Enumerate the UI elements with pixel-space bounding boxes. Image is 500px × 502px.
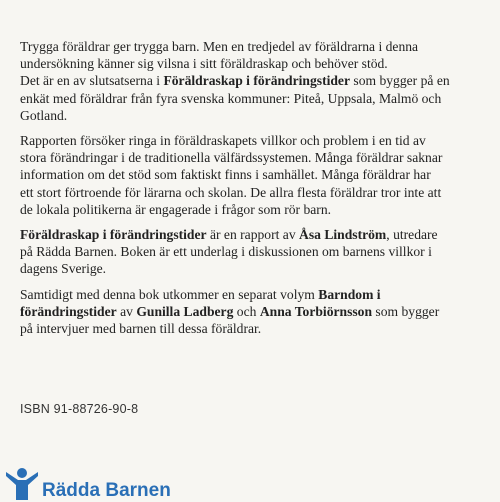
text-run: som bygger på en xyxy=(350,73,450,89)
paragraph xyxy=(20,38,482,124)
text-run: Det är en av slutsatserna i xyxy=(20,73,164,89)
text-run: och xyxy=(233,303,260,319)
logo-text: Rädda Barnen xyxy=(42,480,171,501)
text-line xyxy=(20,260,482,277)
text-line xyxy=(20,38,482,55)
bold-text: Åsa Lindström xyxy=(299,227,387,243)
text-line xyxy=(20,226,482,243)
text-run: , utredare xyxy=(386,227,438,243)
child-figure-icon xyxy=(4,466,40,500)
text-line xyxy=(20,201,482,218)
text-line xyxy=(20,286,482,303)
text-run: Rapporten försöker ringa in föräldraskapets villkor och problem i en tid av xyxy=(20,133,426,149)
publisher-logo xyxy=(4,466,171,501)
text-run: de lokala politikerna är engagerade i frågor som rör barn. xyxy=(20,201,332,217)
text-run: Samtidigt med denna bok utkommer en separat volym xyxy=(20,286,319,302)
blurb-text xyxy=(20,38,482,345)
text-line xyxy=(20,303,482,320)
text-run: är en rapport av xyxy=(206,227,300,243)
text-line xyxy=(20,90,482,107)
text-line xyxy=(20,320,482,337)
text-run: Gotland. xyxy=(20,107,68,123)
paragraph xyxy=(20,226,482,278)
text-run: på intervjuer med barnen till dessa föräldrar. xyxy=(20,321,262,337)
text-run: information om det stöd som faktiskt finns i samhället. Många föräldrar har xyxy=(20,167,431,183)
text-line xyxy=(20,107,482,124)
bold-text: förändringstider xyxy=(20,303,117,319)
text-line xyxy=(20,149,482,166)
text-run: ett stort förtroende för lärarna och skolan. De allra flesta föräldrar tror inte att xyxy=(20,184,442,200)
text-run: av xyxy=(116,303,137,319)
text-run: Trygga föräldrar ger trygga barn. Men en tredjedel av föräldrarna i denna xyxy=(20,39,419,54)
text-line xyxy=(20,132,482,149)
paragraph xyxy=(20,286,482,338)
bold-text: Barndom i xyxy=(318,286,381,302)
bold-text: Anna Torbiörnsson xyxy=(259,303,373,319)
text-line xyxy=(20,72,482,89)
text-line xyxy=(20,55,482,72)
text-run: på Rädda Barnen. Boken är ett underlag i diskussionen om barnens villkor i xyxy=(20,244,432,260)
text-run: stora förändringar i de traditionella välfärdssystemen. Många föräldrar saknar xyxy=(20,150,443,166)
text-line xyxy=(20,243,482,260)
text-line xyxy=(20,166,482,183)
paragraph xyxy=(20,132,482,218)
text-run: enkät med föräldrar från fyra svenska kommuner: Piteå, Uppsala, Malmö och xyxy=(20,90,442,106)
bold-text: Föräldraskap i förändringstider xyxy=(163,73,350,89)
text-line xyxy=(20,184,482,201)
isbn-number: ISBN 91-88726-90-8 xyxy=(20,402,139,416)
bold-text: Föräldraskap i förändringstider xyxy=(20,227,207,243)
text-run: undersökning känner sig vilsna i sitt föräldraskap och behöver stöd. xyxy=(20,56,388,72)
text-run: dagens Sverige. xyxy=(20,261,107,277)
text-run: som bygger xyxy=(372,303,440,319)
bold-text: Gunilla Ladberg xyxy=(136,303,234,319)
